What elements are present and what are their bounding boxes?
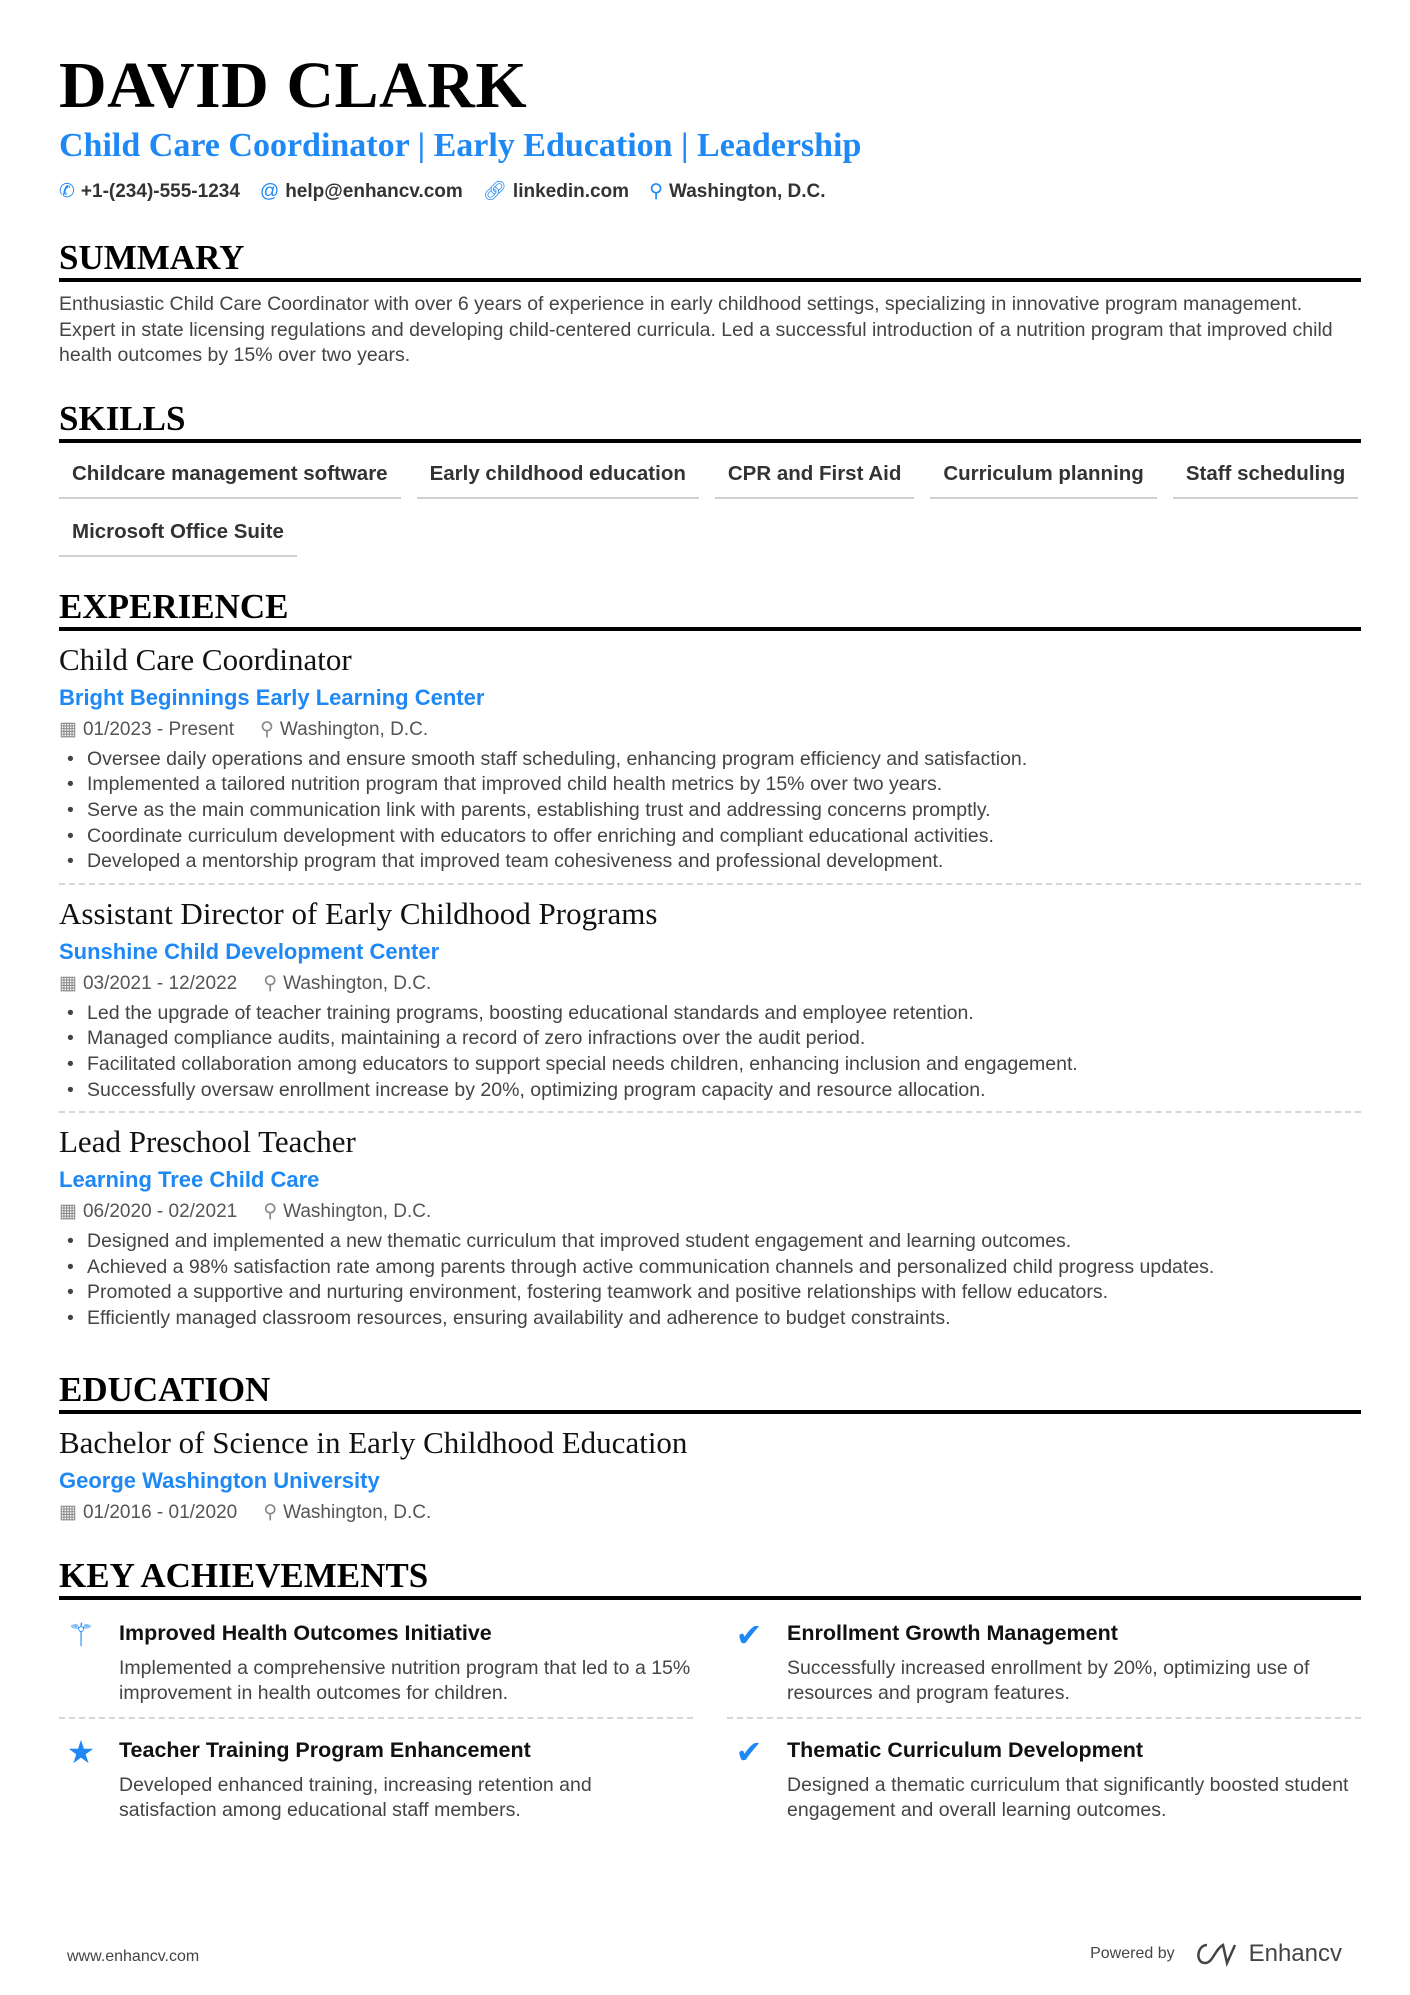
job-location: Washington, D.C. — [283, 972, 432, 994]
skill-tag: Staff scheduling — [1173, 455, 1358, 499]
achievements-list — [59, 1612, 1361, 1844]
skill-tag: Childcare management software — [59, 455, 401, 499]
job-bullet: • Managed compliance audits, maintaining a record of zero infractions over the audit period. — [59, 1026, 1361, 1052]
calendar-icon: ▦ — [59, 1201, 77, 1223]
location-icon: ⚲ — [263, 1201, 278, 1223]
achievement-title: Thematic Curriculum Development — [787, 1737, 1144, 1762]
job-bullet: • Oversee daily operations and ensure smooth staff scheduling, enhancing program efficiency and satisfaction. — [59, 747, 1361, 773]
skill-tag: Microsoft Office Suite — [59, 513, 297, 557]
education-entry — [59, 1424, 1361, 1534]
contact-location — [649, 180, 825, 204]
enhancv-logo-icon — [1193, 1941, 1239, 1967]
job-title: Assistant Director of Early Childhood Programs — [59, 895, 658, 931]
job-meta — [59, 1199, 1361, 1225]
job-dates: 06/2020 - 02/2021 — [82, 1201, 238, 1223]
achievement-title: Improved Health Outcomes Initiative — [119, 1620, 492, 1645]
location-icon: ⚲ — [649, 181, 663, 202]
degree: Bachelor of Science in Early Childhood Education — [59, 1424, 688, 1460]
job-location: Washington, D.C. — [283, 1201, 432, 1223]
footer-website[interactable]: www.enhancv.com — [67, 1948, 200, 1965]
location-icon: ⚲ — [260, 718, 274, 740]
powered-by-text: Powered by — [1090, 1945, 1175, 1962]
job-location: Washington, D.C. — [279, 718, 429, 740]
at-icon: @ — [259, 181, 280, 202]
calendar-icon: ▦ — [59, 1501, 77, 1523]
job-bullet: • Facilitated collaboration among educators to support special needs children, enhancing inclusion and engagement. — [59, 1052, 1361, 1078]
achievement-desc: Developed enhanced training, increasing retention and satisfaction among educational staff members. — [119, 1773, 592, 1822]
achievement-item — [727, 1729, 1361, 1834]
job-bullets — [59, 747, 1361, 875]
company-name: Bright Beginnings Early Learning Center — [59, 684, 485, 710]
experience-list — [59, 641, 1361, 1340]
job-bullet: • Coordinate curriculum development with educators to offer enriching and compliant educational activities. — [59, 824, 1361, 850]
job-bullet: • Designed and implemented a new thematic curriculum that improved student engagement and learning outcomes. — [59, 1229, 1361, 1255]
location-icon: ⚲ — [263, 972, 278, 994]
skill-tag: Curriculum planning — [930, 455, 1156, 499]
job-bullet: • Promoted a supportive and nurturing environment, fostering teamwork and positive relationships with fellow educators. — [59, 1280, 1361, 1306]
job-bullet: • Developed a mentorship program that improved team cohesiveness and professional development. — [59, 849, 1361, 875]
job-bullet: • Serve as the main communication link with parents, establishing trust and addressing concerns promptly. — [59, 798, 1361, 824]
job-title: Lead Preschool Teacher — [59, 1124, 356, 1160]
achievements-heading: KEY ACHIEVEMENTS — [59, 1556, 1361, 1600]
achievement-item — [727, 1612, 1361, 1719]
calendar-icon: ▦ — [59, 972, 77, 994]
job-bullet: • Achieved a 98% satisfaction rate among parents through active communication channels and personalized child progress updates. — [59, 1255, 1361, 1281]
summary-heading: SUMMARY — [59, 238, 1361, 282]
candidate-name: DAVID CLARK — [59, 49, 528, 122]
company-name: Sunshine Child Development Center — [59, 938, 440, 964]
star-icon: ★ — [66, 1733, 96, 1770]
job-dates: 01/2023 - Present — [82, 718, 234, 740]
job-bullet: • Implemented a tailored nutrition program that improved child health metrics by 15% over two years. — [59, 772, 1361, 798]
job-meta — [59, 971, 1361, 997]
skill-tag: Early childhood education — [417, 455, 699, 499]
skills-heading: SKILLS — [59, 399, 1361, 443]
skill-tag: CPR and First Aid — [715, 455, 915, 499]
contact-bar — [59, 180, 1361, 204]
job-title: Child Care Coordinator — [59, 641, 352, 677]
contact-linkedin[interactable] — [483, 180, 629, 204]
checkmark-icon: ✔ — [735, 1616, 763, 1653]
experience-heading: EXPERIENCE — [59, 587, 1361, 631]
location-icon: ⚲ — [263, 1501, 278, 1523]
linkedin-text: linkedin.com — [512, 181, 630, 202]
link-icon: 🔗︎ — [482, 181, 507, 202]
achievement-title: Enrollment Growth Management — [787, 1620, 1118, 1645]
job-bullet: • Successfully oversaw enrollment increase by 20%, optimizing program capacity and resource allocation. — [59, 1078, 1361, 1104]
enhancv-logo — [1193, 1940, 1342, 1968]
candidate-title: Child Care Coordinator | Early Education | Leadership — [59, 127, 862, 164]
achievement-item — [59, 1612, 693, 1719]
education-location: Washington, D.C. — [283, 1501, 432, 1523]
phone-text: +1-(234)-555-1234 — [80, 181, 240, 202]
contact-email[interactable] — [260, 180, 463, 204]
job-bullets — [59, 1001, 1361, 1103]
footer-branding — [1090, 1940, 1342, 1968]
job-entry — [59, 895, 1361, 1113]
education-meta — [59, 1500, 1361, 1526]
education-dates: 01/2016 - 01/2020 — [82, 1501, 238, 1523]
achievement-desc: Implemented a comprehensive nutrition program that led to a 15% improvement in health outcomes for children. — [119, 1656, 691, 1705]
job-dates: 03/2021 - 12/2022 — [82, 972, 238, 994]
job-bullet: • Efficiently managed classroom resources, ensuring availability and adherence to budget constraints. — [59, 1306, 1361, 1332]
achievement-desc: Designed a thematic curriculum that significantly boosted student engagement and overall learning outcomes. — [787, 1773, 1349, 1822]
resume — [59, 48, 1361, 1844]
job-bullets — [59, 1229, 1361, 1331]
job-entry — [59, 1123, 1361, 1339]
achievement-item — [59, 1729, 693, 1834]
job-entry — [59, 641, 1361, 885]
school: George Washington University — [59, 1467, 380, 1493]
phone-icon: ✆ — [59, 181, 75, 202]
skills-list — [59, 455, 1361, 557]
job-bullet: • Led the upgrade of teacher training programs, boosting educational standards and employee retention. — [59, 1001, 1361, 1027]
company-name: Learning Tree Child Care — [59, 1167, 320, 1193]
calendar-icon: ▦ — [59, 718, 77, 740]
achievement-title: Teacher Training Program Enhancement — [119, 1737, 531, 1762]
achievement-desc: Successfully increased enrollment by 20%, optimizing use of resources and program features. — [787, 1656, 1310, 1705]
job-meta — [59, 717, 1361, 743]
contact-phone[interactable] — [59, 180, 240, 204]
summary-text: Enthusiastic Child Care Coordinator with over 6 years of experience in early childhood settings, specializing in innovative program management. Expert in state licensing regulations and developing child-centered curricula. Led a successful introduction of a nutrition program that improved child health outcomes by 15% over two years. — [59, 293, 1333, 367]
brand-name: Enhancv — [1248, 1940, 1342, 1967]
email-text: help@enhancv.com — [285, 181, 463, 202]
checkmark-icon: ✔ — [735, 1733, 763, 1770]
education-heading: EDUCATION — [59, 1370, 1361, 1414]
magic-wand-icon: ⚚ — [66, 1616, 96, 1653]
location-text: Washington, D.C. — [668, 181, 826, 202]
